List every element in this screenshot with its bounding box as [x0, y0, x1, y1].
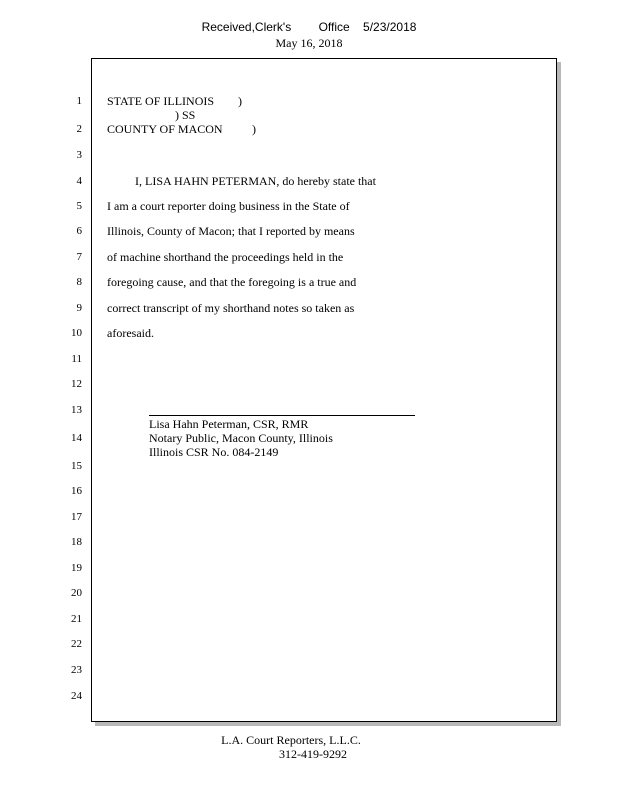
body-line: correct transcript of my shorthand notes so taken as: [107, 301, 355, 315]
line-number: 21: [71, 613, 82, 625]
header-date: May 16, 2018: [275, 36, 343, 50]
line-number: 14: [71, 432, 82, 444]
clerk-received-stamp: [0, 20, 618, 34]
line-number: 19: [71, 562, 82, 574]
line-number: 12: [71, 378, 82, 390]
line-number: 17: [71, 511, 82, 523]
line-number: 6: [76, 225, 82, 237]
body-line: I am a court reporter doing business in the State of: [107, 199, 350, 213]
line-number: 24: [71, 690, 82, 702]
transcript-page: [91, 58, 557, 722]
line-number: 22: [71, 638, 82, 650]
signer-name: Lisa Hahn Peterman, CSR, RMR: [149, 417, 309, 431]
signer-notary: Notary Public, Macon County, Illinois: [149, 431, 333, 445]
line-number: 3: [76, 149, 82, 161]
line-number: 13: [71, 404, 82, 416]
line-number: 4: [76, 175, 82, 187]
line-number: 8: [76, 276, 82, 288]
line-number: 20: [71, 587, 82, 599]
body-line: Illinois, County of Macon; that I reported by means: [107, 224, 355, 238]
footer-phone: 312-419-9292: [279, 747, 347, 761]
line-number: 16: [71, 485, 82, 497]
line-number: 11: [71, 353, 82, 365]
body-line: foregoing cause, and that the foregoing is a true and: [107, 275, 357, 289]
body-line: I, LISA HAHN PETERMAN, do hereby state that: [135, 174, 376, 188]
line-number: 18: [71, 536, 82, 548]
caption-ss: ) SS: [175, 108, 196, 122]
stamp-date: 5/23/2018: [363, 20, 417, 34]
line-number: 15: [71, 460, 82, 472]
line-number: 1: [76, 95, 82, 107]
caption-state: STATE OF ILLINOIS: [107, 94, 215, 108]
stamp-received: Received,Clerk's: [201, 20, 292, 34]
line-number: 5: [76, 200, 82, 212]
line-number: 2: [76, 123, 82, 135]
caption-state-paren: ): [238, 94, 242, 108]
signer-license: Illinois CSR No. 084-2149: [149, 445, 279, 459]
line-number: 9: [76, 302, 82, 314]
body-line: of machine shorthand the proceedings held in the: [107, 250, 344, 264]
line-number: 23: [71, 664, 82, 676]
line-number: 10: [71, 327, 82, 339]
caption-county-paren: ): [252, 122, 256, 136]
caption-county: COUNTY OF MACON: [107, 122, 223, 136]
line-number: 7: [76, 251, 82, 263]
stamp-office: Office: [318, 20, 350, 34]
footer-company: L.A. Court Reporters, L.L.C.: [221, 733, 361, 747]
body-line: aforesaid.: [107, 326, 154, 340]
signature-line: [149, 415, 415, 416]
